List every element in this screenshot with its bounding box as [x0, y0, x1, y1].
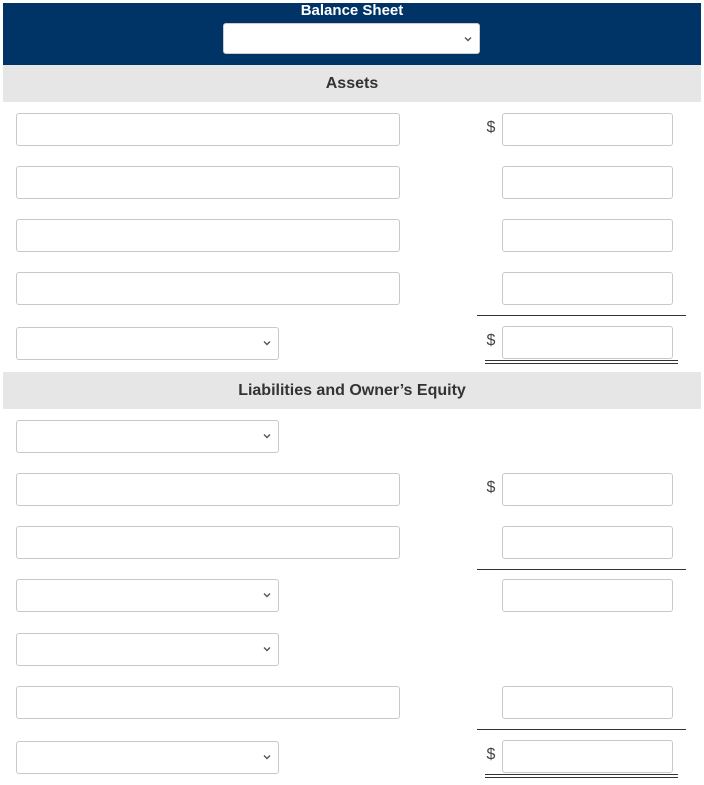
liabilities-heading-select[interactable] — [16, 420, 279, 453]
total-assets-amount-input[interactable] — [502, 326, 673, 359]
liabilities-subtotal-amount-input[interactable] — [502, 579, 673, 612]
total-double-rule — [485, 360, 678, 364]
total-double-rule — [485, 774, 678, 778]
asset-amount-input-1[interactable] — [502, 113, 673, 146]
assets-section-heading: Assets — [3, 65, 701, 102]
currency-symbol: $ — [486, 332, 496, 349]
total-assets-select[interactable] — [16, 327, 279, 360]
liabilities-subtotal-select[interactable] — [16, 579, 279, 612]
page-title: Balance Sheet — [300, 2, 404, 19]
chevron-down-icon — [261, 751, 273, 763]
equity-label-input[interactable] — [16, 686, 400, 719]
total-liabilities-equity-amount-input[interactable] — [502, 740, 673, 773]
chevron-down-icon — [261, 589, 273, 601]
liability-amount-input-1[interactable] — [502, 473, 673, 506]
asset-amount-input-2[interactable] — [502, 166, 673, 199]
asset-label-input-3[interactable] — [16, 219, 400, 252]
asset-label-input-4[interactable] — [16, 272, 400, 305]
balance-sheet-header — [3, 3, 701, 65]
liability-label-input-1[interactable] — [16, 473, 400, 506]
subtotal-rule — [477, 729, 686, 730]
chevron-down-icon — [462, 33, 474, 45]
chevron-down-icon — [261, 643, 273, 655]
liability-amount-input-2[interactable] — [502, 526, 673, 559]
asset-amount-input-4[interactable] — [502, 272, 673, 305]
subtotal-rule — [477, 315, 686, 316]
chevron-down-icon — [261, 430, 273, 442]
subtotal-rule — [477, 569, 686, 570]
period-select[interactable] — [223, 23, 480, 54]
currency-symbol: $ — [486, 746, 496, 763]
liability-label-input-2[interactable] — [16, 526, 400, 559]
liabilities-section-heading: Liabilities and Owner’s Equity — [3, 372, 701, 409]
asset-label-input-2[interactable] — [16, 166, 400, 199]
currency-symbol: $ — [486, 119, 496, 136]
asset-amount-input-3[interactable] — [502, 219, 673, 252]
equity-amount-input[interactable] — [502, 686, 673, 719]
chevron-down-icon — [261, 337, 273, 349]
equity-heading-select[interactable] — [16, 633, 279, 666]
asset-label-input-1[interactable] — [16, 113, 400, 146]
total-liabilities-equity-select[interactable] — [16, 741, 279, 774]
currency-symbol: $ — [486, 479, 496, 496]
